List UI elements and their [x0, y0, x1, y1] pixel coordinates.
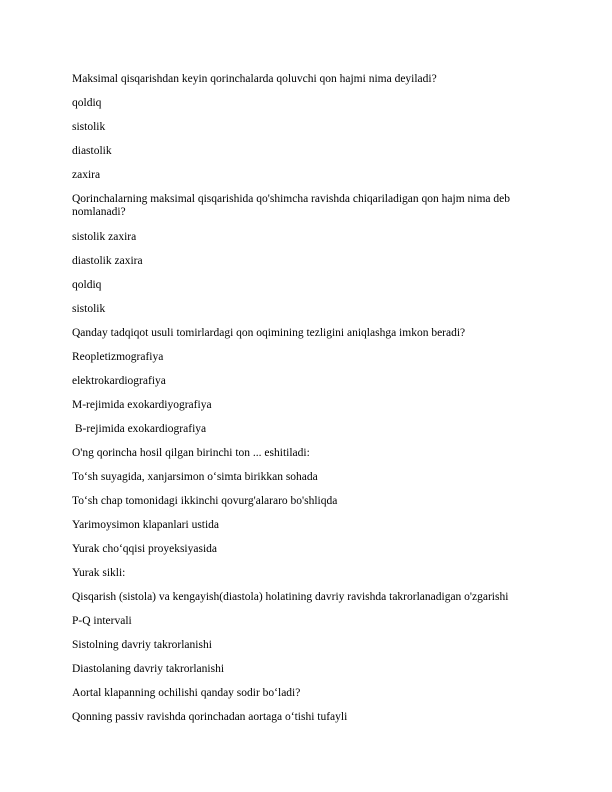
answer-option: Yarimoysimon klapanlari ustida: [72, 519, 220, 531]
answer-option: M-rejimida exokardiyografiya: [72, 399, 212, 411]
answer-option: Qisqarish (sistola) va kengayish(diastola) holatining davriy ravishda takrorlanadigan o'zgarishi: [72, 591, 509, 603]
answer-option: To‘sh chap tomonidagi ikkinchi qovurg'alararo bo'shliqda: [72, 495, 338, 507]
question-6: Aortal klapanning ochilishi qanday sodir bo‘ladi?: [72, 687, 301, 699]
answer-option: Diastolaning davriy takrorlanishi: [72, 663, 225, 675]
answer-option: zaxira: [72, 169, 101, 181]
answer-option: sistolik: [72, 121, 106, 133]
answer-option: sistolik: [72, 303, 106, 315]
answer-option: diastolik: [72, 145, 112, 157]
question-5: Yurak sikli:: [72, 567, 126, 579]
answer-option: To‘sh suyagida, xanjarsimon o‘simta birikkan sohada: [72, 471, 318, 483]
answer-option: elektrokardiografiya: [72, 375, 166, 387]
answer-option: P-Q intervali: [72, 615, 132, 627]
answer-option: sistolik zaxira: [72, 231, 137, 243]
question-1: Maksimal qisqarishdan keyin qorinchalarda qoluvchi qon hajmi nima deyiladi?: [72, 73, 437, 85]
answer-option: diastolik zaxira: [72, 255, 143, 267]
answer-option: qoldiq: [72, 279, 102, 291]
answer-option: Yurak cho‘qqisi proyeksiyasida: [72, 543, 217, 555]
answer-option: Sistolning davriy takrorlanishi: [72, 639, 212, 651]
answer-option: qoldiq: [72, 97, 102, 109]
question-3: Qanday tadqiqot usuli tomirlardagi qon oqimining tezligini aniqlashga imkon beradi?: [72, 327, 466, 339]
answer-option: B-rejimida exokardiografiya: [72, 423, 207, 435]
question-2: Qorinchalarning maksimal qisqarishida qo'shimcha ravishda chiqariladigan qon hajm nima deb nomlanadi?: [72, 193, 510, 218]
answer-option: Qonning passiv ravishda qorinchadan aortaga o‘tishi tufayli: [72, 711, 348, 723]
question-4: O'ng qorincha hosil qilgan birinchi ton ... eshitiladi:: [72, 447, 310, 459]
answer-option: Reopletizmografiya: [72, 351, 164, 363]
